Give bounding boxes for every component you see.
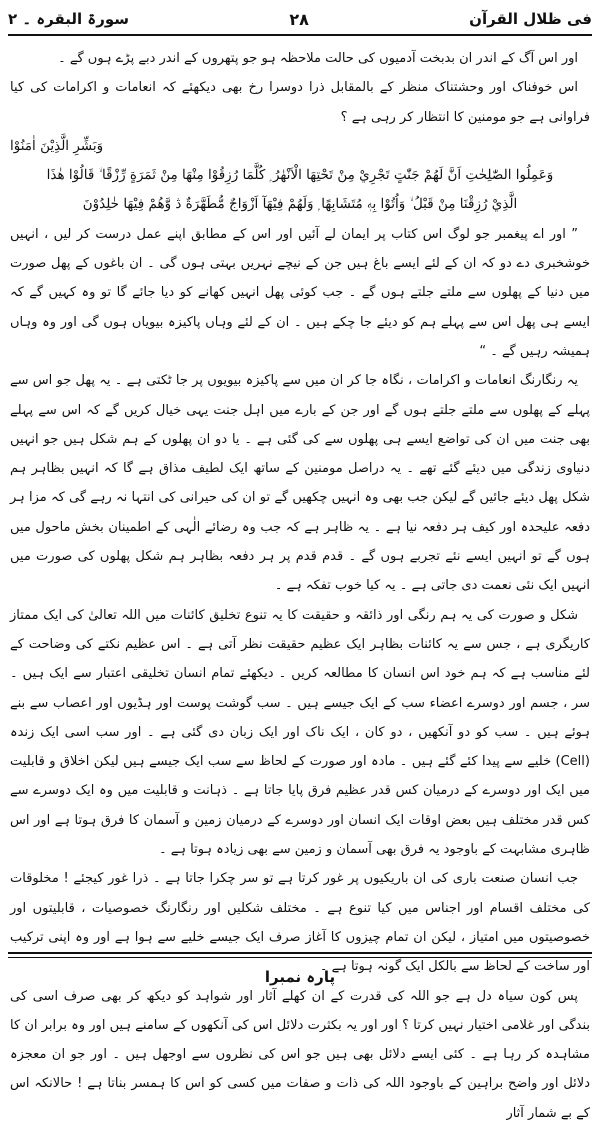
quran-verse-line-2: الَّذِيْ رُزِقْنَا مِنْ قَبْلُ ۙ وَاُتُوْا بِهٖ مُتَشَابِهًا ۭ وَلَهُمْ فِيْهَآ اَزْوَاجٌ مُّطَهَّرَةٌ ڎ وَّھُمْ فِيْهَا خٰلِدُوْنَ	[82, 196, 518, 213]
paragraph-5: شکل و صورت کی یہ ہم رنگی اور ذائقہ و حقیقت کا یہ تنوع تخلیق کائنات میں اللہ تعالیٰ کی ایک ممتاز کاریگری ہے ، جس سے یہ کائنات بظاہر ایک عظیم حقیقت نظر آتی ہے ۔ اس عظیم نکتے کی وضاحت کے لئے مناسب ہے کہ ہم خود اس انسان کا مطالعہ کریں ۔ دیکھئے تمام انسان تخلیقی اعتبار سے ایک ہیں ۔ سر ، جسم اور دوسرے اعضاء سب کے ایک جیسے ہیں ۔ سب گوشت پوست اور ہڈیوں اور اعصاب سے بنے ہوئے ہیں ۔ سب کو دو آنکھیں ، دو کان ، ایک ناک اور ایک زبان دی گئی ہے ۔ اور سب اسی ایک زندہ (Cell) خلیے سے پیدا کئے گئے ہیں ۔ مادہ اور صورت کے لحاظ سے سب ایک جیسے ہیں لیکن اخلاق و قابلیت میں ایک اور دوسرے کے درمیان کس قدر عظیم فرق پایا جاتا ہے ۔ ذہانت و قابلیت میں وہ ایک دوسرے سے کس قدر مختلف ہیں بعض اوقات ایک انسان اور دوسرے کے درمیان زمین و آسمان کا فرق ہوتا ہے اور اس ظاہری مشابہت کے باوجود یہ فرق بھی آسمان و زمین سے بھی زیادہ ہوتا ہے ۔	[10, 607, 590, 858]
paragraph-2: اس خوفناک اور وحشتناک منظر کے بالمقابل ذرا دوسرا رخ بھی دیکھئے کہ انعامات و اکرامات کی کیا فراوانی ہے جو مومنین کا انتظار کر رہی ہے ؟	[10, 80, 590, 125]
quran-verse-start: وَبَشِّرِ الَّذِيْنَ اٰمَنُوْا	[10, 137, 104, 154]
paragraph-7: پس کون سیاہ دل ہے جو اللہ کی قدرت کے ان کھلے آثار اور شواہد کو دیکھ کر بھی صرف اسی کی بندگی اور غلامی اختیار نہیں کرتا ؟ اور اور یہ بکثرت دلائل اس کی آنکھوں کے سامنے ہیں اور وہ برابر ان کا مشاہدہ کر رہا ہے ۔ کئی ایسے دلائل بھی ہیں جو اس کی نظروں سے اوجھل ہیں ۔ اور جو ان معجزہ دلائل اور واضح براہین کے باوجود اللہ کی ذات و صفات میں کسی کو اس کا ہمسر بناتا ہے ! حالانکہ اس کے بے شمار آثار	[10, 988, 590, 1121]
footer-rule-top	[8, 952, 592, 954]
paragraph-4: یہ رنگارنگ انعامات و اکرامات ، نگاہ جا کر ان میں سے پاکیزہ بیویوں پر جا ٹکتی ہے ۔ یہ پھل جو اس سے پہلے کے پھلوں سے ملتے جلتے ہوں گے اور جن کے بارے میں اہل جنت یہی خیال کریں گے کہ اس سے پہلے بھی جنت میں ان کی تواضع ایسے ہی پھلوں سے کی گئی ہے ۔ یا دو ان پھلوں کے ہم شکل ہیں جو انہیں دنیاوی زندگی میں دیئے گئے تھے ۔ یہ دراصل مومنین کے ساتھ ایک لطیف مذاق ہے گا کہ انہیں بظاہر ہم شکل پھل دیئے جائیں گے لیکن جب بھی وہ انہیں چکھیں گے تو ان کی حیرانی کی انتہا نہ رہے گی کہ مزا ہر دفعہ علیحدہ اور کیف ہر دفعہ نیا ہے ۔ یہ ظاہر ہے کہ جب وہ رضائے الٰہی کے اطمینان بخش ماحول میں ہوں گے تو انہیں ایسے نئے تجربے ہوں گے ۔ قدم قدم پر ہر دفعہ بظاہر ہم شکل پھلوں کی صورت میں انہیں ایک نئی نعمت دی جاتی ہے ۔ یہ کیا خوب تفکہ ہے ۔	[10, 373, 590, 594]
para-number: پارہ نمبرا	[264, 968, 336, 986]
page-number: ٢٨	[289, 9, 309, 29]
paragraph-translation: ” اور اے پیغمبر جو لوگ اس کتاب پر ایمان لے آئیں اور اس کے مطابق اپنے عمل درست کر لیں ، انہیں خوشخبری دے دو کہ ان کے لئے ایسے باغ ہیں جن کے نیچے نہریں بہتی ہوں گی ۔ ان باغوں کے پھل صورت میں دنیا کے پھلوں سے ملتے جلتے ہوں گے ۔ جب کوئی پھل انہیں کھانے کو دیا جائے گا تو وہ کہیں گے کہ ایسے ہی پھل اس سے پہلے ہم کو دیئے جا چکے ہیں ۔ ان کے لئے وہاں پاکیزہ بیویاں ہوں گی اور وہ وہاں ہمیشہ رہیں گے ۔ “	[10, 226, 590, 359]
header-rule	[8, 34, 592, 36]
book-title: فی ظلال القرآن	[469, 10, 592, 28]
page-header	[8, 6, 592, 32]
paragraph-1: اور اس آگ کے اندر ان بدبخت آدمیوں کی حالت ملاحظہ ہو جو پتھروں کے اندر دبے پڑے ہوں گے ۔	[58, 51, 578, 66]
quran-verse-line-1: وَعَمِلُوا الصّٰلِحٰتِ اَنَّ لَهُمْ جَنّٰتٍ تَجْرِيْ مِنْ تَحْتِهَا الْاَنْهٰرُ ۭ كُلَّمَا رُزِقُوْا مِنْهَا مِنْ ثَمَرَةٍ رِّزْقًا ۙ قَالُوْا ھٰذَا	[46, 167, 554, 184]
footer-rule-bottom	[8, 957, 592, 958]
surah-title: سورۃ البقرہ ۔ ٢	[8, 10, 130, 28]
paragraph-6: جب انسان صنعت باری کی ان باریکیوں پر غور کرتا ہے تو سر چکرا جاتا ہے ۔ ذرا غور کیجئے ! مخلوقات کی مختلف اقسام اور اجناس میں کیا تنوع ہے ۔ مختلف شکلیں اور رنگارنگ خصوصیات ، قابلیتوں اور خصوصیتوں میں امتیاز ، لیکن ان تمام چیزوں کا آغاز صرف ایک جیسے خلیے سے ہوا ہے اور وہ اپنی ترکیب اور ساخت کے لحاظ سے بالکل ایک گونہ ہوتا ہے ۔	[10, 871, 590, 975]
